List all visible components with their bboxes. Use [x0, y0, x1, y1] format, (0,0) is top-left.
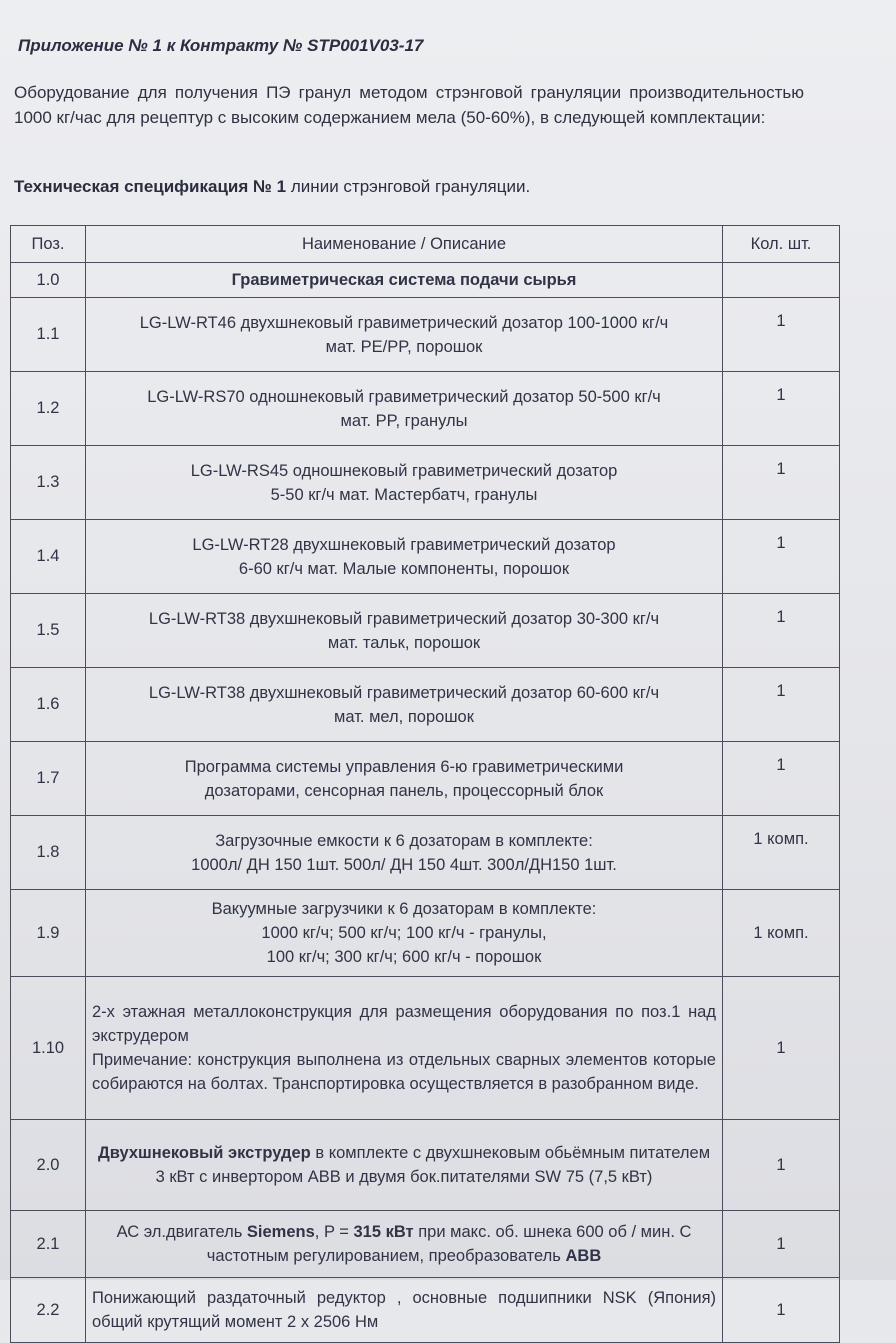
spec-title-text: линии стрэнговой грануляции. [290, 177, 531, 196]
table-row [11, 742, 840, 816]
table-row [11, 520, 840, 594]
row-line: 5-50 кг/ч мат. Мастербатч, гранулы [270, 485, 538, 504]
row-pos: 1.2 [11, 372, 86, 446]
table-row [11, 890, 840, 977]
row-line: LG-LW-RT46 двухшнековый гравиметрический дозатор 100-1000 кг/ч [139, 313, 669, 332]
row-bold-text: 315 кВт [353, 1223, 414, 1241]
row-line: 1000л/ ДН 150 1шт. 500л/ ДН 150 4шт. 300л/ДН150 1шт. [191, 855, 617, 874]
row-line: Программа системы управления 6-ю гравиметрическими [184, 757, 624, 776]
appendix-heading: Приложение № 1 к Контракту № STP001V03-17 [18, 36, 424, 55]
table-row-group-1 [11, 263, 840, 298]
group-title: Гравиметрическая система подачи сырья [86, 263, 723, 298]
row-text: в комплекте с двухшнековым обьёмным питателем 3 кВт с инвертором ABB и двумя бок.питателями SW 75 (7,5 кВт) [155, 1144, 711, 1186]
row-description [86, 1120, 723, 1211]
row-text: , P = [314, 1223, 349, 1241]
row-pos: 1.7 [11, 742, 86, 816]
row-pos: 1.0 [11, 263, 86, 298]
row-bold-text: Siemens [246, 1223, 315, 1241]
row-line: Вакуумные загрузчики к 6 дозаторам в комплекте: [211, 900, 597, 918]
row-pos: 1.3 [11, 446, 86, 520]
row-qty: 1 [723, 1211, 840, 1278]
row-line: дозаторами, сенсорная панель, процессорный блок [204, 781, 604, 800]
table-row [11, 372, 840, 446]
row-description [86, 1211, 723, 1278]
row-qty: 1 комп. [723, 816, 840, 890]
table-row [11, 1120, 840, 1211]
table-row [11, 816, 840, 890]
row-pos: 2.1 [11, 1211, 86, 1278]
row-line: LG-LW-RS45 одношнековый гравиметрический дозатор [190, 461, 618, 480]
row-qty: 1 [723, 372, 840, 446]
table-row [11, 446, 840, 520]
row-qty: 1 [723, 446, 840, 520]
row-line: LG-LW-RS70 одношнековый гравиметрический дозатор 50-500 кг/ч [147, 387, 661, 406]
row-line: LG-LW-RT28 двухшнековый гравиметрический дозатор [192, 535, 616, 554]
table-row [11, 977, 840, 1120]
row-line: 1000 кг/ч; 500 кг/ч; 100 кг/ч - гранулы, [261, 924, 547, 942]
row-line: мат. мел, порошок [334, 707, 474, 726]
col-name-header: Наименование / Описание [86, 226, 723, 263]
row-pos: 1.10 [11, 977, 86, 1120]
row-text: при макс. об. шнека 600 об / мин. С частотным регулированием, преобразователь [206, 1223, 692, 1265]
intro-paragraph: Оборудование для получения ПЭ гранул методом стрэнговой грануляции производительностью 1000 кг/час для рецептур с высоким содержанием мела (50-60%), в следующей комплектации: [14, 83, 804, 127]
specification-table [10, 225, 840, 1343]
row-text: АС эл.двигатель [116, 1223, 243, 1241]
col-qty-header: Кол. шт. [723, 226, 840, 263]
row-line: 100 кг/ч; 300 кг/ч; 600 кг/ч - порошок [266, 948, 542, 966]
row-line: LG-LW-RT38 двухшнековый гравиметрический дозатор 60-600 кг/ч [148, 683, 660, 702]
row-qty: 1 [723, 668, 840, 742]
row-description [86, 977, 723, 1120]
row-line: мат. тальк, порошок [327, 633, 481, 652]
table-row [11, 594, 840, 668]
row-line: Загрузочные емкости к 6 дозаторам в комплекте: [215, 831, 593, 850]
row-qty: 1 [723, 298, 840, 372]
row-description [86, 594, 723, 668]
row-description [86, 816, 723, 890]
row-qty: 1 [723, 1278, 840, 1343]
row-pos: 1.5 [11, 594, 86, 668]
row-pos: 2.0 [11, 1120, 86, 1211]
row-description [86, 372, 723, 446]
row-description: Понижающий раздаточный редуктор , основные подшипники NSK (Япония) общий крутящий момент 2 х 2506 Нм [86, 1278, 723, 1343]
col-pos-header: Поз. [11, 226, 86, 263]
row-qty: 1 [723, 520, 840, 594]
row-text: 2-х этажная металлоконструкция для размещения оборудования по поз.1 над экструдером [92, 1003, 716, 1045]
row-pos: 1.1 [11, 298, 86, 372]
row-line: мат. PE/PP, порошок [325, 337, 483, 356]
table-header-row [11, 226, 840, 263]
row-pos: 1.9 [11, 890, 86, 977]
row-line: 6-60 кг/ч мат. Малые компоненты, порошок [238, 559, 570, 578]
row-line: мат. PP, гранулы [340, 411, 468, 430]
row-pos: 1.4 [11, 520, 86, 594]
table-row [11, 1278, 840, 1343]
row-description [86, 890, 723, 977]
row-pos: 1.8 [11, 816, 86, 890]
row-qty-empty [723, 263, 840, 298]
row-pos: 1.6 [11, 668, 86, 742]
spec-title [14, 177, 530, 197]
spec-title-number: Техническая спецификация № 1 [14, 177, 287, 196]
row-description [86, 298, 723, 372]
table-row [11, 1211, 840, 1278]
row-bold-text: ABB [565, 1247, 602, 1265]
row-description [86, 668, 723, 742]
row-qty: 1 [723, 977, 840, 1120]
row-note: Примечание: конструкция выполнена из отдельных сварных элементов которые собираются на болтах. Транспортировка осуществляется в разобранном виде. [92, 1051, 716, 1093]
row-qty: 1 [723, 742, 840, 816]
row-qty: 1 комп. [723, 890, 840, 977]
row-description [86, 520, 723, 594]
row-qty: 1 [723, 594, 840, 668]
table-row [11, 298, 840, 372]
row-bold-text: Двухшнековый экструдер [97, 1144, 311, 1162]
table-row [11, 668, 840, 742]
row-pos: 2.2 [11, 1278, 86, 1343]
row-description [86, 742, 723, 816]
row-qty: 1 [723, 1120, 840, 1211]
row-line: LG-LW-RT38 двухшнековый гравиметрический дозатор 30-300 кг/ч [148, 609, 660, 628]
row-description [86, 446, 723, 520]
